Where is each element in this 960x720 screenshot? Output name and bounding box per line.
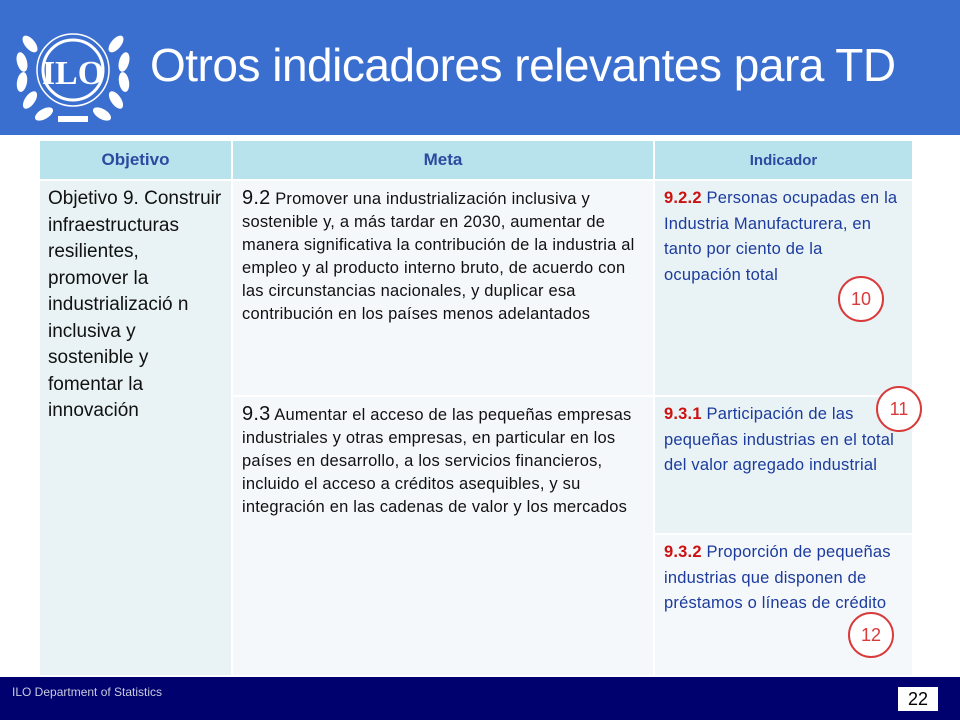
slide-header xyxy=(0,0,960,135)
indicator-code: 9.3.1 xyxy=(664,405,702,423)
badge-12: 12 xyxy=(848,612,894,658)
indicator-text: Participación de las pequeñas industrias en el total del valor agregado industrial xyxy=(664,405,895,474)
slide-footer xyxy=(0,677,960,720)
ilo-logo xyxy=(8,14,138,130)
logo-text: ILO xyxy=(41,55,105,92)
indicator-text: Proporción de pequeñas industrias que disponen de préstamos o líneas de crédito xyxy=(664,543,891,612)
indicator-code: 9.2.2 xyxy=(664,189,702,207)
header-meta: Meta xyxy=(233,141,653,179)
indicators-table xyxy=(40,141,912,675)
page-number: 22 xyxy=(898,687,938,711)
indicator-code: 9.3.2 xyxy=(664,543,702,561)
meta-9-2-cell xyxy=(233,181,653,395)
slide-title: Otros indicadores relevantes para TD xyxy=(150,39,896,91)
meta-number: 9.2 xyxy=(242,187,271,209)
header-indicador: Indicador xyxy=(655,141,912,179)
meta-text: Promover una industrialización inclusiva y sostenible y, a más tardar en 2030, aumentar de manera significativa la contribución de la industria al empleo y al producto interno bruto, de acuerdo con las circunstancias nacionales, y duplicar esa contribución en los países menos adelantados xyxy=(242,190,635,323)
header-objetivo: Objetivo xyxy=(40,141,231,179)
meta-9-3-cell xyxy=(233,397,653,675)
objetivo-cell: Objetivo 9. Construir infraestructuras resilientes, promover la industrializació n inclusiva y sostenible y fomentar la innovación xyxy=(40,181,231,675)
indicator-text: Personas ocupadas en la Industria Manufacturera, en tanto por ciento de la ocupación total xyxy=(664,189,898,284)
badge-11: 11 xyxy=(876,386,922,432)
meta-number: 9.3 xyxy=(242,403,271,425)
indicador-9-3-1-cell xyxy=(655,397,912,533)
meta-text: Aumentar el acceso de las pequeñas empresas industriales y otras empresas, en particular en los países en desarrollo, a los servicios financieros, incluido el acceso a créditos asequibles, y su integración en las cadenas de valor y los mercados xyxy=(242,406,632,516)
footer-department: ILO Department of Statistics xyxy=(12,685,163,699)
badge-10: 10 xyxy=(838,276,884,322)
